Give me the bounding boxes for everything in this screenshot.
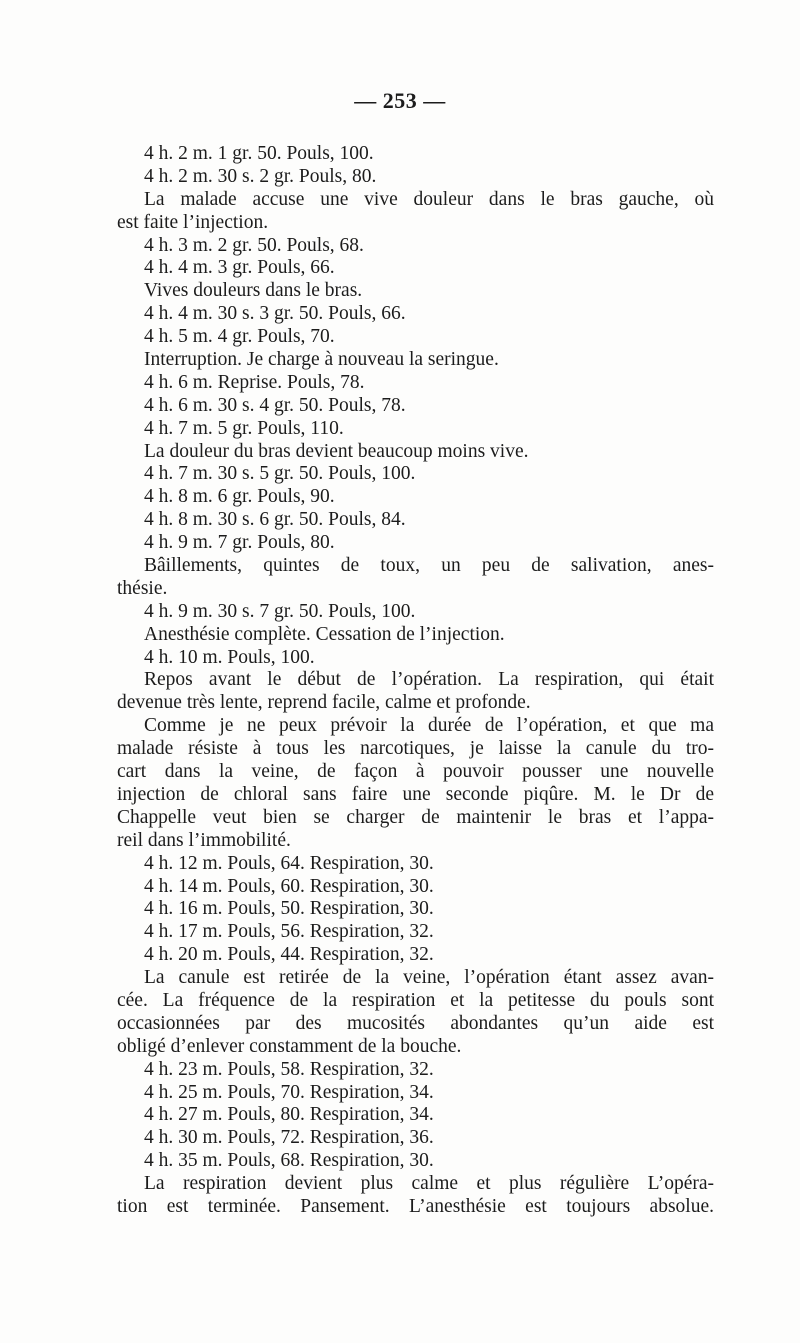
text-line: 4 h. 17 m. Pouls, 56. Respiration, 32. — [144, 921, 434, 943]
text-line: Interruption. Je charge à nouveau la seringue. — [144, 349, 499, 371]
text-line: occasionnées par des mucosités abondantes qu’un aide est — [117, 1012, 714, 1034]
page-number: — 253 — — [354, 88, 446, 113]
text-line: 4 h. 8 m. 6 gr. Pouls, 90. — [144, 486, 335, 508]
text-line: Vives douleurs dans le bras. — [144, 280, 363, 302]
text-line: malade résiste à tous les narcotiques, je laisse la canule du tro- — [117, 738, 714, 760]
text-line: Anesthésie complète. Cessation de l’injection. — [144, 623, 505, 645]
text-line: cée. La fréquence de la respiration et la petitesse du pouls sont — [117, 989, 714, 1011]
text-line: reil dans l’immobilité. — [117, 829, 291, 851]
text-line: 4 h. 27 m. Pouls, 80. Respiration, 34. — [144, 1104, 434, 1126]
text-line: devenue très lente, reprend facile, calme et profonde. — [117, 692, 531, 714]
text-line: est faite l’injection. — [117, 211, 269, 233]
text-line: 4 h. 7 m. 5 gr. Pouls, 110. — [144, 417, 344, 439]
text-line: Chappelle veut bien se charger de maintenir le bras et l’appa- — [117, 806, 714, 828]
text-line: cart dans la veine, de façon à pouvoir pousser une nouvelle — [117, 761, 714, 783]
text-line: obligé d’enlever constamment de la bouche. — [117, 1035, 462, 1057]
text-line: La malade accuse une vive douleur dans le bras gauche, où — [144, 188, 714, 210]
text-line: 4 h. 3 m. 2 gr. 50. Pouls, 68. — [144, 234, 364, 256]
text-line: 4 h. 25 m. Pouls, 70. Respiration, 34. — [144, 1081, 434, 1103]
text-line: 4 h. 4 m. 3 gr. Pouls, 66. — [144, 257, 335, 279]
text-line: tion est terminée. Pansement. L’anesthésie est toujours absolue. — [117, 1195, 714, 1217]
text-line: 4 h. 6 m. Reprise. Pouls, 78. — [144, 371, 365, 393]
text-line: Comme je ne peux prévoir la durée de l’opération, et que ma — [144, 715, 714, 737]
text-line: 4 h. 8 m. 30 s. 6 gr. 50. Pouls, 84. — [144, 509, 406, 531]
text-line: 4 h. 4 m. 30 s. 3 gr. 50. Pouls, 66. — [144, 303, 406, 325]
text-line: thésie. — [117, 577, 168, 599]
text-line: 4 h. 9 m. 30 s. 7 gr. 50. Pouls, 100. — [144, 600, 416, 622]
text-line: 4 h. 20 m. Pouls, 44. Respiration, 32. — [144, 944, 434, 966]
text-line: 4 h. 6 m. 30 s. 4 gr. 50. Pouls, 78. — [144, 394, 406, 416]
text-line: 4 h. 2 m. 1 gr. 50. Pouls, 100. — [144, 143, 374, 164]
text-line: 4 h. 14 m. Pouls, 60. Respiration, 30. — [144, 875, 434, 897]
text-line: La douleur du bras devient beaucoup moins vive. — [144, 440, 529, 462]
text-line: 4 h. 16 m. Pouls, 50. Respiration, 30. — [144, 898, 434, 920]
text-line: 4 h. 10 m. Pouls, 100. — [144, 646, 315, 668]
text-line: 4 h. 9 m. 7 gr. Pouls, 80. — [144, 532, 335, 554]
text-line: Repos avant le début de l’opération. La respiration, qui était — [144, 669, 714, 691]
body-text — [117, 143, 714, 1219]
text-line: 4 h. 5 m. 4 gr. Pouls, 70. — [144, 326, 335, 348]
text-line: 4 h. 30 m. Pouls, 72. Respiration, 36. — [144, 1127, 434, 1149]
text-line: 4 h. 2 m. 30 s. 2 gr. Pouls, 80. — [144, 165, 377, 187]
text-line: La respiration devient plus calme et plus régulière L’opéra- — [144, 1173, 714, 1195]
text-line: 4 h. 23 m. Pouls, 58. Respiration, 32. — [144, 1058, 434, 1080]
text-line: La canule est retirée de la veine, l’opération étant assez avan- — [144, 967, 714, 989]
text-line: 4 h. 7 m. 30 s. 5 gr. 50. Pouls, 100. — [144, 463, 416, 485]
text-line: 4 h. 35 m. Pouls, 68. Respiration, 30. — [144, 1150, 434, 1172]
text-line: 4 h. 12 m. Pouls, 64. Respiration, 30. — [144, 852, 434, 874]
text-line: injection de chloral sans faire une seconde piqûre. M. le Dr de — [117, 783, 714, 805]
text-line: Bâillements, quintes de toux, un peu de salivation, anes- — [144, 555, 714, 577]
